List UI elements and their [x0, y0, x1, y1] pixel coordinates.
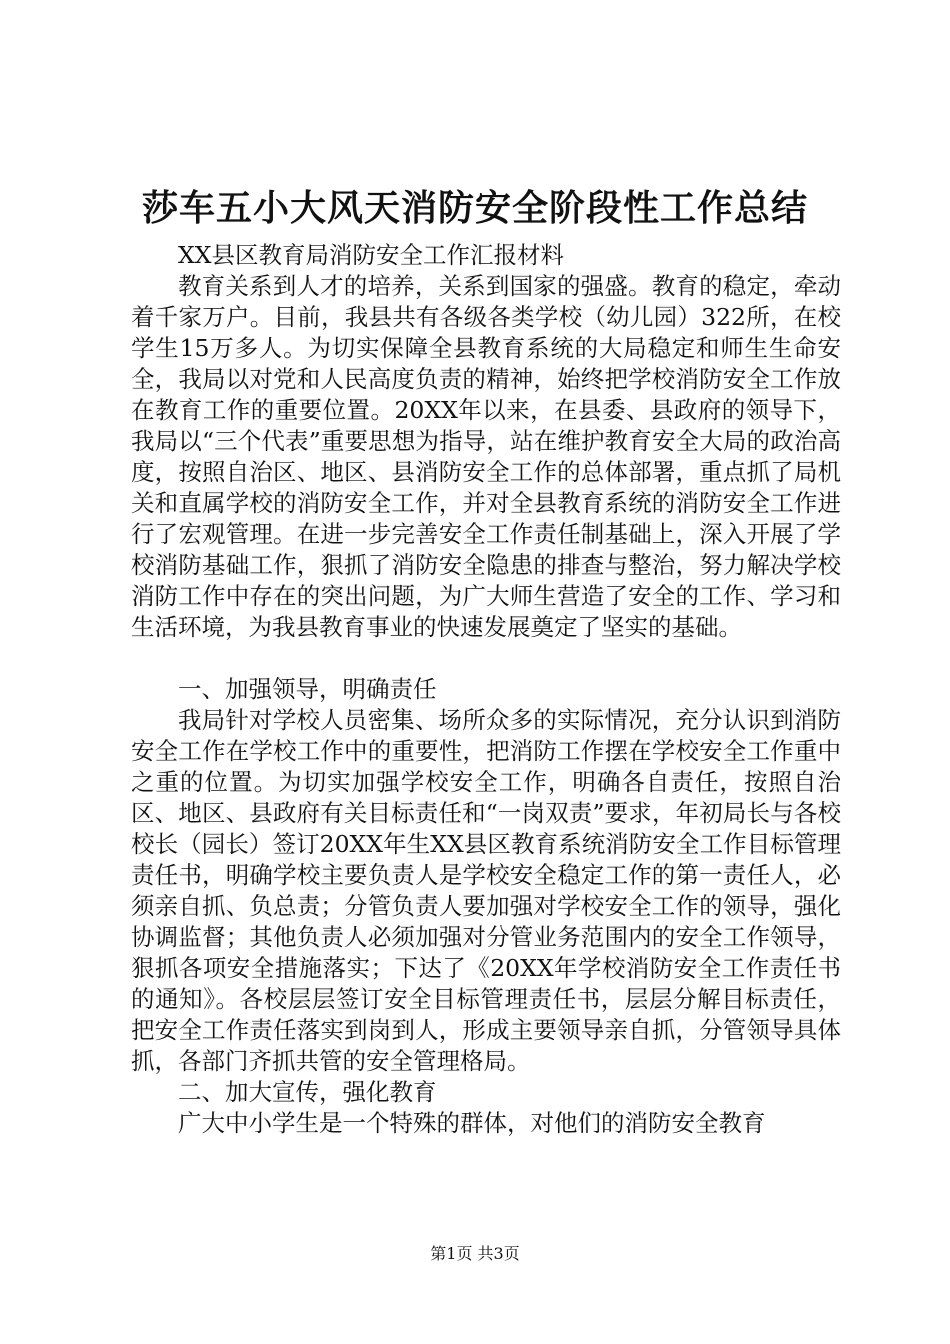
section2-paragraph: 广大中小学生是一个特殊的群体，对他们的消防安全教育 [178, 1109, 766, 1137]
document-title: 莎车五小大风天消防安全阶段性工作总结 [141, 187, 808, 229]
section1-heading: 一、加强领导，明确责任 [178, 675, 437, 703]
section2-heading: 二、加大宣传，强化教育 [178, 1078, 437, 1106]
intro-paragraph: 教育关系到人才的培养，关系到国家的强盛。教育的稳定，牵动着千家万户。目前，我县共有各级各类学校（幼儿园）322所，在校学生15万多人。为切实保障全县教育系统的大局稳定和师生生命安全，我局以对党和人民高度负责的精神，始终把学校消防安全工作放在教育工作的重要位置。20XX年以来，在县委、县政府的领导下，我局以“三个代表”重要思想为指导，站在维护教育安全大局的政治高度，按照自治区、地区、县消防安全工作的总体部署，重点抓了局机关和直属学校的消防安全工作，并对全县教育系统的消防安全工作进行了宏观管理。在进一步完善安全工作责任制基础上，深入开展了学校消防基础工作，狠抓了消防安全隐患的排查与整治，努力解决学校消防工作中存在的突出问题，为广大师生营造了安全的工作、学习和生活环境，为我县教育事业的快速发展奠定了坚实的基础。 [131, 272, 841, 641]
page-footer: 第1页 共3页 [430, 1244, 520, 1263]
paragraph-spacer [131, 643, 841, 674]
document-body [131, 240, 841, 1139]
document-subtitle: XX县区教育局消防安全工作汇报材料 [178, 241, 564, 269]
section1-paragraph: 我局针对学校人员密集、场所众多的实际情况，充分认识到消防安全工作在学校工作中的重要性，把消防工作摆在学校安全工作重中之重的位置。为切实加强学校安全工作，明确各自责任，按照自治区、地区、县政府有关目标责任和“一岗双责”要求，年初局长与各校校长（园长）签订20XX年生XX县区教育系统消防安全工作目标管理责任书，明确学校主要负责人是学校安全稳定工作的第一责任人，必须亲自抓、负总责；分管负责人要加强对学校安全工作的领导，强化协调监督；其他负责人必须加强对分管业务范围内的安全工作领导，狠抓各项安全措施落实；下达了《20XX年学校消防安全工作责任书的通知》。各校层层签订安全目标管理责任书，层层分解目标责任，把安全工作责任落实到岗到人，形成主要领导亲自抓，分管领导具体抓，各部门齐抓共管的安全管理格局。 [131, 706, 841, 1075]
